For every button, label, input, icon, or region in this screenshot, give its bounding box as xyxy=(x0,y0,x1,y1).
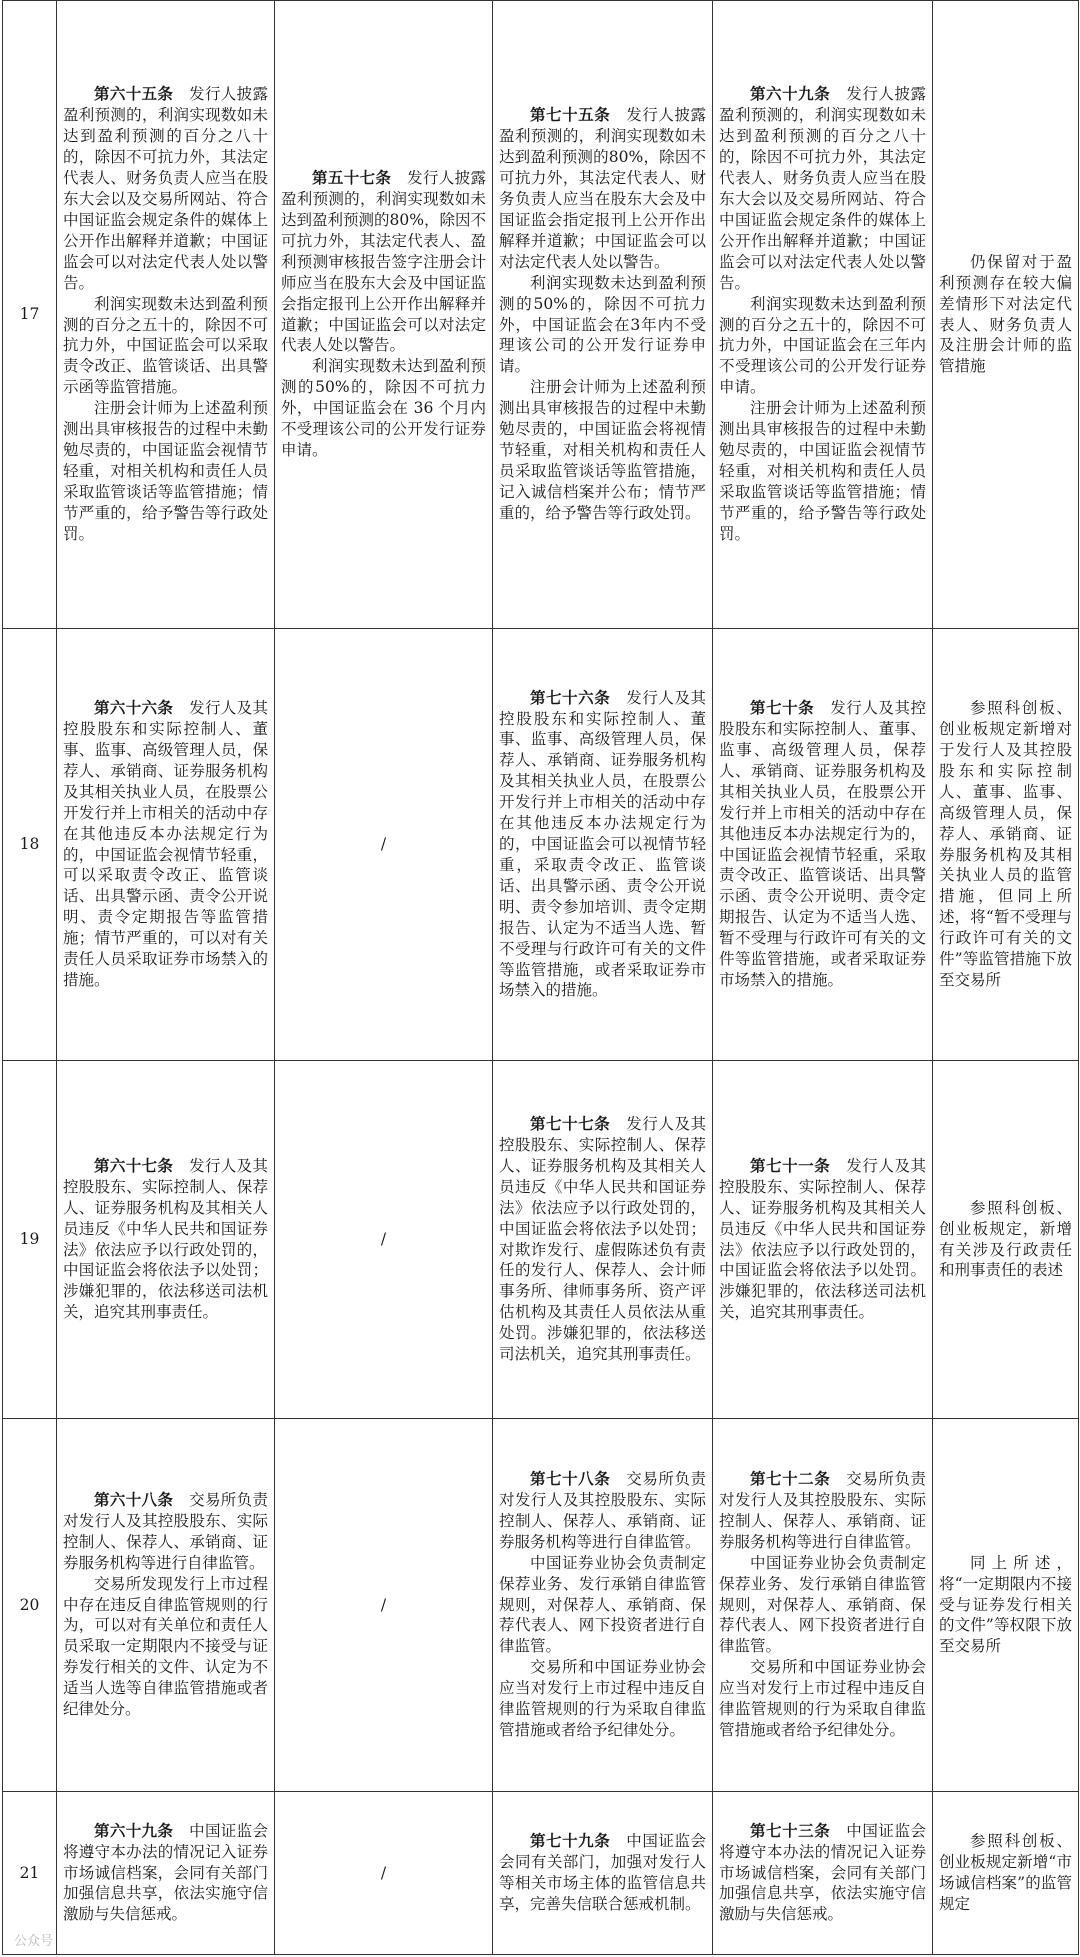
article-heading: 第六十六条 xyxy=(94,698,174,718)
watermark: 公众号 xyxy=(14,1934,54,1949)
cell-article-old-cbrc: / xyxy=(275,629,493,1061)
article-text: 交易所负责对发行人及其控股股东、实际控制人、保荐人、承销商、证券服务机构等进行自律监管。 xyxy=(63,1490,268,1572)
article-heading: 第七十三条 xyxy=(750,1820,831,1840)
cell-article-new xyxy=(713,1419,933,1792)
cell-article-2020-draft xyxy=(57,1419,275,1792)
paragraph xyxy=(63,1574,268,1720)
paragraph xyxy=(499,377,706,523)
article-heading: 第七十条 xyxy=(750,698,815,718)
paragraph xyxy=(281,356,486,461)
article-text: 发行人及其控股股东和实际控制人、董事、监事、高级管理人员，保荐人、承销商、证券服务机构及其相关执业人员，在股票公开发行并上市相关的活动中存在其他违反本办法规定行为的，中国证监会可以视情节轻重，采取责令改正、监管谈话、出具警示函、责令公开说明、责令参加培训、责令定期报告、认定为不适当人选、暂不受理与行政许可有关的文件等监管措施，或者采取证券市场禁入的措施。 xyxy=(499,688,706,1000)
cell-article-kcb xyxy=(493,1061,713,1419)
paragraph xyxy=(939,1198,1072,1282)
paragraph xyxy=(499,1657,706,1741)
cell-article-2020-draft xyxy=(57,1792,275,1955)
paragraph xyxy=(719,294,926,399)
article-text: 参照科创板、创业板规定新增对于发行人及其控股股东和实际控制人、董事、监事、高级管理人员，保荐人、承销商、证券服务机构及其相关执业人员的监管措施，但同上所述，将“暂不受理与行政许可有关的文件”等监管措施下放至交易所 xyxy=(939,699,1072,990)
cell-article-new xyxy=(713,1061,933,1419)
cell-note xyxy=(933,1792,1079,1955)
paragraph xyxy=(499,105,706,272)
article-heading: 第七十一条 xyxy=(750,1155,831,1175)
cell-note xyxy=(933,629,1079,1061)
paragraph xyxy=(939,698,1072,991)
table-row xyxy=(3,629,1079,1061)
article-text: 发行人披露盈利预测的，利润实现数如未达到盈利预测的百分之八十的，除因不可抗力外，其法定代表人、财务负责人应当在股东大会以及交易所网站、符合中国证监会规定条件的媒体上公开作出解释并道歉；中国证监会可以对法定代表人处以警告。 xyxy=(719,85,926,292)
paragraph xyxy=(719,1553,926,1658)
article-text: 参照科创板、创业板规定新增“市场诚信档案”的监管规定 xyxy=(939,1832,1072,1913)
cell-article-new xyxy=(713,629,933,1061)
cell-note xyxy=(933,1061,1079,1419)
article-text: 利润实现数未达到盈利预测的50%的，除因不可抗力外，中国证监会在3年内不受理该公司的公开发行证券申请。 xyxy=(499,273,706,376)
article-text: 注册会计师为上述盈利预测出具审核报告的过程中未勤勉尽责的，中国证监会将视情节轻重，对相关机构和责任人员采取监管谈话等监管措施，记入诚信档案并公布；情节严重的，给予警告等行政处罚。 xyxy=(499,378,706,522)
paragraph xyxy=(719,698,926,991)
article-heading: 第六十八条 xyxy=(94,1489,174,1509)
article-text: 中国证监会将遵守本办法的情况记入证券市场诚信档案，会同有关部门加强信息共享，依法实施守信激励与失信惩戒。 xyxy=(719,1821,926,1924)
article-text: 参照科创板、创业板规定，新增有关涉及行政责任和刑事责任的表述 xyxy=(939,1198,1072,1280)
article-heading: 第七十八条 xyxy=(530,1469,611,1488)
cell-article-old-cbrc xyxy=(275,1,493,629)
article-text: 中国证券业协会负责制定保荐业务、发行承销自律监管规则，对保荐人、承销商、保荐代表人、网下投资者进行自律监管。 xyxy=(499,1553,706,1656)
article-heading: 第六十五条 xyxy=(94,84,174,104)
article-text: 发行人及其控股股东和实际控制人、董事、监事、高级管理人员，保荐人、承销商、证券服务机构及其相关执业人员，在股票公开发行并上市相关的活动中存在其他违反本办法规定行为的，中国证监会视情节轻重，采取责令改正、监管谈话、出具警示函、责令公开说明、责令定期报告、认定为不适当人选、暂不受理与行政许可有关的文件等监管措施，或者采取证券市场禁入的措施。 xyxy=(719,699,926,990)
article-text: 中国证券业协会负责制定保荐业务、发行承销自律监管规则，对保荐人、承销商、保荐代表人、网下投资者进行自律监管。 xyxy=(719,1553,926,1656)
table-body xyxy=(3,1,1079,1955)
paragraph xyxy=(63,294,268,399)
article-text: 交易所和中国证券业协会应当对发行上市过程中违反自律监管规则的行为采取自律监管措施或者给予纪律处分。 xyxy=(719,1658,926,1740)
table-row xyxy=(3,1792,1079,1955)
paragraph xyxy=(499,273,706,378)
article-text: 中国证监会将遵守本办法的情况记入证券市场诚信档案，会同有关部门加强信息共享，依法实施守信激励与失信惩戒。 xyxy=(63,1821,268,1924)
paragraph xyxy=(939,1553,1072,1658)
article-text: 注册会计师为上述盈利预测出具审核报告的过程中未勤勉尽责的，中国证监会视情节轻重，对相关机构和责任人员采取监管谈话等监管措施；情节严重的，给予警告等行政处罚。 xyxy=(719,399,926,543)
article-text: 发行人及其控股股东、实际控制人、保荐人、证券服务机构及其相关人员违反《中华人民共和国证券法》依法应予以行政处罚的，中国证监会将依法予以处罚；涉嫌犯罪的，依法移送司法机关，追究其刑事责任。 xyxy=(63,1156,268,1322)
table-row xyxy=(3,1061,1079,1419)
article-heading: 第七十七条 xyxy=(530,1113,611,1133)
article-text: 发行人及其控股股东、实际控制人、保荐人、证券服务机构及其相关人员违反《中华人民共和国证券法》依法应予以行政处罚的，中国证监会将依法予以处罚；对欺诈发行、虚假陈述负有责任的发行人、保荐人、会计师事务所、律师事务所、资产评估机构及其责任人员依法从重处罚。涉嫌犯罪的，依法移送司法机关，追究其刑事责任。 xyxy=(499,1114,706,1364)
paragraph xyxy=(499,1553,706,1658)
table-row xyxy=(3,1419,1079,1792)
article-heading: 第七十六条 xyxy=(530,687,611,707)
article-text: 注册会计师为上述盈利预测出具审核报告的过程中未勤勉尽责的，中国证监会视情节轻重，对相关机构和责任人员采取监管谈话等监管措施；情节严重的，给予警告等行政处罚。 xyxy=(63,399,268,543)
row-number: 20 xyxy=(3,1419,57,1792)
paragraph xyxy=(499,1114,706,1365)
row-number: 17 xyxy=(3,1,57,629)
paragraph xyxy=(63,1490,268,1574)
article-heading: 第七十二条 xyxy=(750,1469,831,1488)
regulation-comparison-table xyxy=(2,0,1079,1955)
article-heading: 第六十九条 xyxy=(94,1820,174,1840)
row-number: 18 xyxy=(3,629,57,1061)
paragraph xyxy=(719,1156,926,1323)
article-text: 中国证监会会同有关部门，加强对发行人等相关市场主体的监管信息共享，完善失信联合惩戒机制。 xyxy=(499,1832,706,1913)
article-text: 发行人披露盈利预测的，利润实现数如未达到盈利预测的百分之八十的，除因不可抗力外，其法定代表人、财务负责人应当在股东大会以及交易所网站、符合中国证监会规定条件的媒体上公开作出解释并道歉；中国证监会可以对法定代表人处以警告。 xyxy=(63,85,268,292)
article-text: 利润实现数未达到盈利预测的50%的，除因不可抗力外，中国证监会在 36 个月内不受理该公司的公开发行证券申请。 xyxy=(281,357,486,460)
article-text: 仍保留对于盈利预测存在较大偏差情形下对法定代表人、财务负责人及注册会计师的监管措施 xyxy=(939,252,1072,376)
article-text: 交易所负责对发行人及其控股股东、实际控制人、保荐人、承销商、证券服务机构等进行自律监管。 xyxy=(719,1470,926,1551)
paragraph xyxy=(63,398,268,544)
cell-article-old-cbrc: / xyxy=(275,1419,493,1792)
article-text: 发行人及其控股股东和实际控制人、董事、监事、高级管理人员，保荐人、承销商、证券服务机构及其相关执业人员，在股票公开发行并上市相关的活动中存在其他违反本办法规定行为的，中国证监会视情节轻重，可以采取责令改正、监管谈话、出具警示函、责令公开说明、责令定期报告等监管措施；情节严重的，可以对有关责任人员采取证券市场禁入的措施。 xyxy=(63,699,268,990)
article-text: 发行人披露盈利预测的，利润实现数如未达到盈利预测的80%，除因不可抗力外，其法定代表人、财务负责人应当在股东大会及中国证监会指定报刊上公开作出解释并道歉；中国证监会可以对法定代表人处以警告。 xyxy=(499,106,706,271)
article-text: 发行人及其控股股东、实际控制人、保荐人、证券服务机构及其相关人员违反《中华人民共和国证券法》依法应予以行政处罚的，中国证监会将依法予以处罚。涉嫌犯罪的，依法移送司法机关，追究其刑事责任。 xyxy=(719,1156,926,1322)
cell-article-2020-draft xyxy=(57,1,275,629)
paragraph xyxy=(939,1831,1072,1915)
article-text: 同上所述，将“一定期限内不接受与证券发行相关的文件”等权限下放至交易所 xyxy=(939,1553,1072,1656)
article-heading: 第六十七条 xyxy=(94,1155,174,1175)
table-row xyxy=(3,1,1079,629)
cell-article-old-cbrc: / xyxy=(275,1792,493,1955)
cell-article-new xyxy=(713,1792,933,1955)
article-text: 发行人披露盈利预测的，利润实现数如未达到盈利预测的80%，除因不可抗力外，其法定代表人、盈利预测审核报告签字注册会计师应当在股东大会及中国证监会指定报刊上公开作出解释并道歉；中国证监会可以对法定代表人处以警告。 xyxy=(281,169,486,355)
paragraph xyxy=(719,398,926,544)
paragraph xyxy=(939,252,1072,378)
paragraph xyxy=(63,1156,268,1323)
paragraph xyxy=(719,1469,926,1553)
article-text: 利润实现数未达到盈利预测的百分之五十的，除因不可抗力外，中国证监会可以采取责令改正、监管谈话、出具警示函等监管措施。 xyxy=(63,294,268,397)
cell-article-2020-draft xyxy=(57,629,275,1061)
paragraph xyxy=(63,1821,268,1926)
article-heading: 第七十五条 xyxy=(530,105,611,125)
article-heading: 第五十七条 xyxy=(312,168,392,188)
paragraph xyxy=(63,84,268,293)
row-number: 19 xyxy=(3,1061,57,1419)
paragraph xyxy=(63,698,268,991)
paragraph xyxy=(499,1469,706,1553)
cell-article-new xyxy=(713,1,933,629)
article-heading: 第七十九条 xyxy=(530,1831,611,1851)
row-number: 21 xyxy=(3,1792,57,1955)
paragraph xyxy=(499,688,706,1002)
cell-note xyxy=(933,1419,1079,1792)
cell-article-kcb xyxy=(493,629,713,1061)
paragraph xyxy=(719,84,926,293)
paragraph xyxy=(281,168,486,356)
cell-article-kcb xyxy=(493,1792,713,1955)
cell-article-old-cbrc: / xyxy=(275,1061,493,1419)
cell-article-2020-draft xyxy=(57,1061,275,1419)
cell-article-kcb xyxy=(493,1419,713,1792)
paragraph xyxy=(719,1821,926,1926)
article-text: 利润实现数未达到盈利预测的百分之五十的，除因不可抗力外，中国证监会在三年内不受理该公司的公开发行证券申请。 xyxy=(719,294,926,397)
paragraph xyxy=(719,1657,926,1741)
article-text: 交易所和中国证券业协会应当对发行上市过程中违反自律监管规则的行为采取自律监管措施或者给予纪律处分。 xyxy=(499,1658,706,1740)
article-heading: 第六十九条 xyxy=(750,84,831,104)
article-text: 交易所负责对发行人及其控股股东、实际控制人、保荐人、承销商、证券服务机构等进行自律监管。 xyxy=(499,1470,706,1551)
cell-article-kcb xyxy=(493,1,713,629)
paragraph xyxy=(499,1831,706,1915)
cell-note xyxy=(933,1,1079,629)
article-text: 交易所发现发行上市过程中存在违反自律监管规则的行为，可以对有关单位和责任人员采取一定期限内不接受与证券发行相关的文件、认定为不适当人选等自律监管措施或者纪律处分。 xyxy=(63,1574,268,1719)
